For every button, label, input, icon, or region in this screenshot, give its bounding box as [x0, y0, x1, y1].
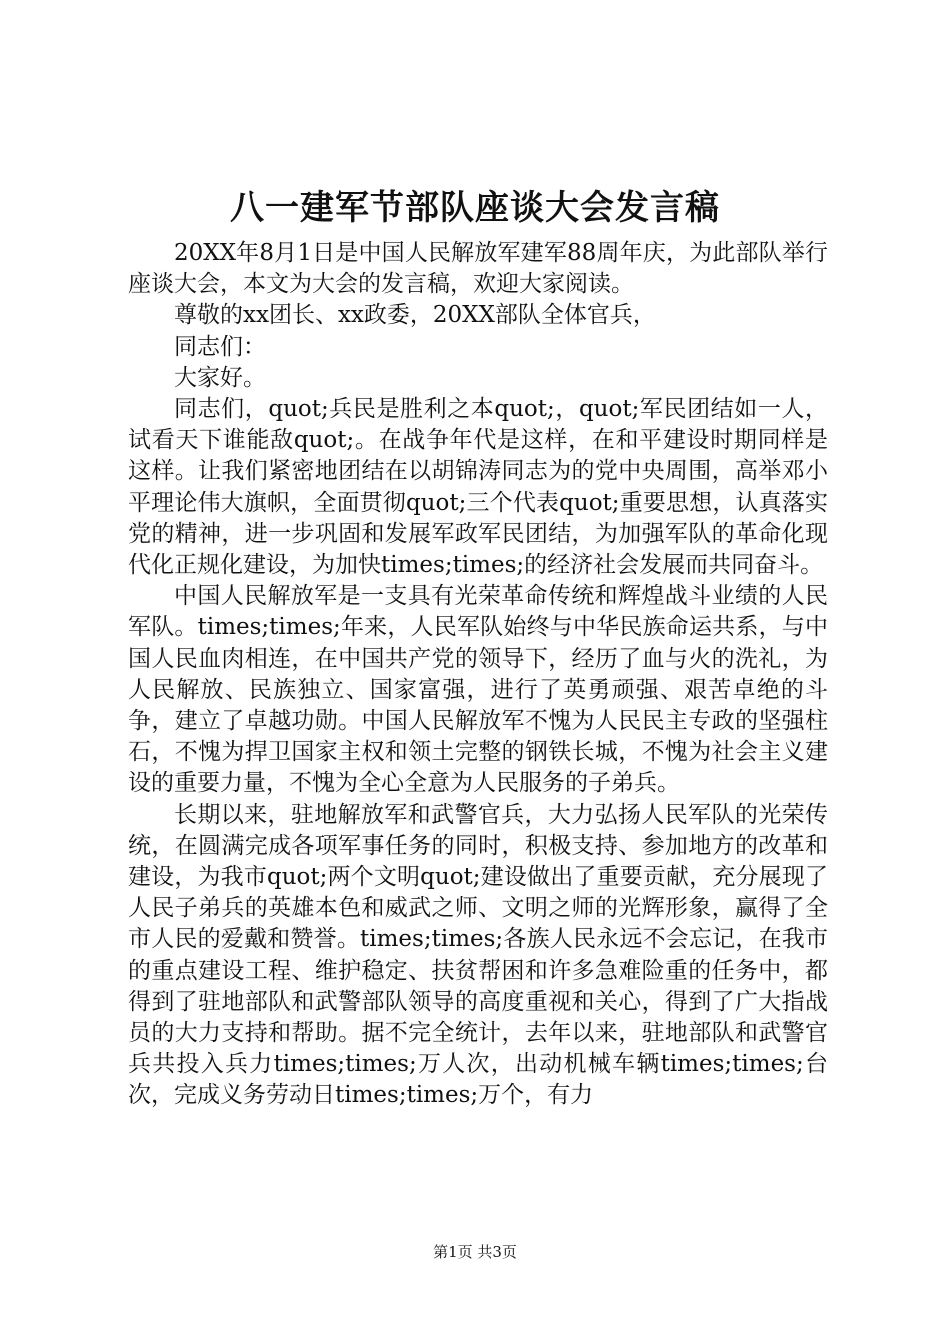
- body-paragraph: 同志们，quot;兵民是胜利之本quot;，quot;军民团结如一人，试看天下谁能敌quot;。在战争年代是这样，在和平建设时期同样是这样。让我们紧密地团结在以胡锦涛同志为的党中央周围，高举邓小平理论伟大旗帜，全面贯彻quot;三个代表quot;重要思想，认真落实党的精神，进一步巩固和发展军政军民团结，为加强军队的革命化现代化正规化建设，为加快times;times;的经济社会发展而共同奋斗。: [128, 396, 828, 579]
- salutation-line: 同志们：: [174, 333, 266, 360]
- document-title: 八一建军节部队座谈大会发言稿: [230, 188, 720, 228]
- body-paragraph: 长期以来，驻地解放军和武警官兵，大力弘扬人民军队的光荣传统，在圆满完成各项军事任务的同时，积极支持、参加地方的改革和建设，为我市quot;两个文明quot;建设做出了重要贡献，充分展现了人民子弟兵的英雄本色和威武之师、文明之师的光辉形象，赢得了全市人民的爱戴和赞誉。times;times;各族人民永远不会忘记，在我市的重点建设工程、维护稳定、扶贫帮困和许多急难险重的任务中，都得到了驻地部队和武警部队领导的高度重视和关心，得到了广大指战员的大力支持和帮助。据不完全统计，去年以来，驻地部队和武警官兵共投入兵力times;times;万人次，出动机械车辆times;times;台次，完成义务劳动日times;times;万个，有力: [128, 801, 828, 1109]
- body-paragraph: 中国人民解放军是一支具有光荣革命传统和辉煌战斗业绩的人民军队。times;times;年来，人民军队始终与中华民族命运共系，与中国人民血肉相连，在中国共产党的领导下，经历了血与火的洗礼，为人民解放、民族独立、国家富强，进行了英勇顽强、艰苦卓绝的斗争，建立了卓越功勋。中国人民解放军不愧为人民民主专政的坚强柱石，不愧为捍卫国家主权和领土完整的钢铁长城，不愧为社会主义建设的重要力量，不愧为全心全意为人民服务的子弟兵。: [128, 583, 828, 797]
- page-number-footer: 第1页 共3页: [433, 1243, 517, 1261]
- salutation-line: 尊敬的xx团长、xx政委，20XX部队全体官兵，: [174, 302, 656, 329]
- body-paragraph: 20XX年8月1日是中国人民解放军建军88周年庆，为此部队举行座谈大会，本文为大会的发言稿，欢迎大家阅读。: [128, 240, 828, 298]
- greeting-line: 大家好。: [174, 364, 266, 391]
- document-body: [128, 238, 828, 1112]
